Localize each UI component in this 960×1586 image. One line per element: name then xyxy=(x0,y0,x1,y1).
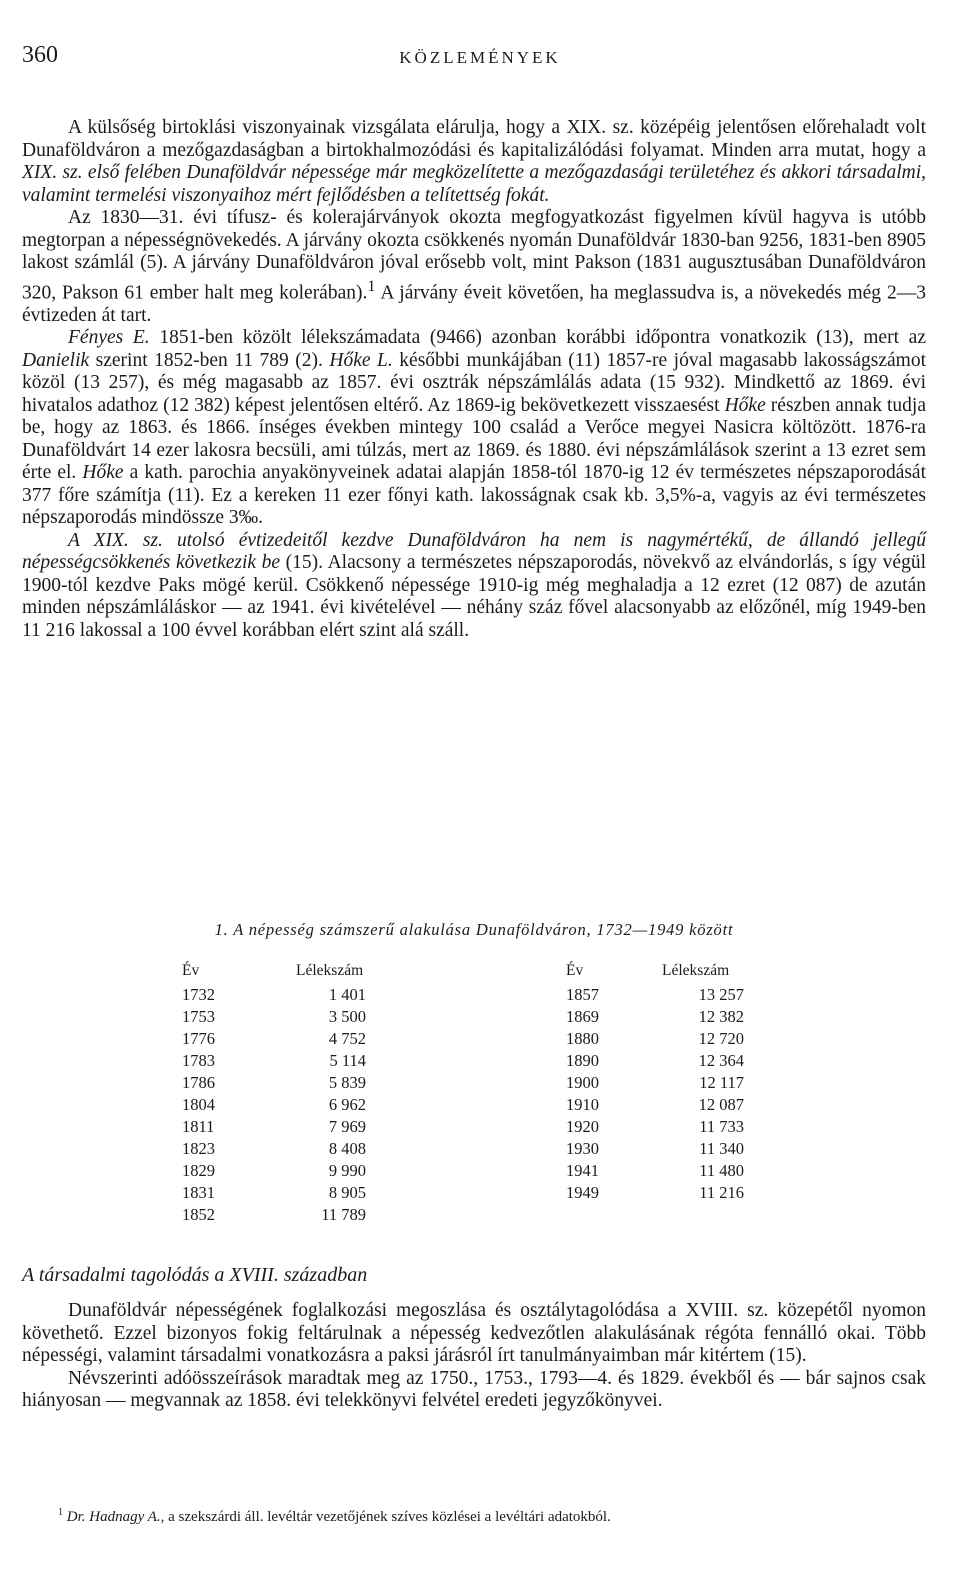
footnote-mark: 1 xyxy=(58,1507,63,1518)
left-year-column xyxy=(182,958,242,1226)
column-header-year: Év xyxy=(566,962,584,979)
paragraph-2-tail: A járvány éveit követően, ha meglassudva is, a növekedés még 2—3 évtizeden át tart. xyxy=(22,282,926,326)
table-cell-population: 1 401 xyxy=(328,985,366,1004)
table-cell-year: 1949 xyxy=(566,1183,599,1202)
table-cell-population: 4 752 xyxy=(328,1029,366,1048)
author-hoke-2: Hőke xyxy=(724,394,766,416)
table-cell-year: 1941 xyxy=(566,1161,599,1180)
table-cell-population: 12 087 xyxy=(698,1095,744,1114)
table-cell-population: 5 114 xyxy=(329,1051,366,1070)
table-cell-population: 12 720 xyxy=(698,1029,744,1048)
paragraph-4-italic: A XIX. sz. utolsó évtizedeitől kezdve Dunaföldváron ha nem is nagymértékű, de állandó jellegű népességcsökkenés következik be xyxy=(22,529,926,573)
paragraph-4 xyxy=(22,530,926,643)
paragraph-1-italic: XIX. sz. első felében Dunaföldvár népessége már megközelítette a mezőgazdasági területéhez és akkori társadalmi, valamint termelési viszonyaihoz mért fejlődésben a telítettség fokát. xyxy=(22,162,926,206)
table-cell-year: 1811 xyxy=(182,1117,215,1136)
table-cell-population: 12 117 xyxy=(699,1073,744,1092)
footnote-text: , a szekszárdi áll. levéltár vezetőjének szíves közlései a levéltári adatokból. xyxy=(160,1509,611,1525)
page-header xyxy=(22,42,938,78)
page-number: 360 xyxy=(22,42,58,68)
table-cell-population: 8 905 xyxy=(328,1183,366,1202)
table-cell-year: 1776 xyxy=(182,1029,215,1048)
right-year-column xyxy=(566,958,626,1204)
table-cell-year: 1900 xyxy=(566,1073,599,1092)
table-cell-population: 8 408 xyxy=(328,1139,366,1158)
main-text xyxy=(22,117,926,642)
table-cell-population: 9 990 xyxy=(328,1161,366,1180)
section-paragraph-1: Dunaföldvár népességének foglalkozási megoszlása és osztálytagolódása a XVIII. sz. közepétől nyomon követhető. Ezzel bizonyos fokig feltárulnak a népesség kedvezőtlen alakulásának régóta fennálló okai. Több népességi, valamint társadalmi vonatkozásra a paksi járásról írt tanulmányaimban már kitértem (15). xyxy=(22,1300,926,1366)
table-cell-population: 5 839 xyxy=(328,1073,366,1092)
footnote-author: Dr. Hadnagy A. xyxy=(66,1509,161,1525)
section-text xyxy=(22,1300,926,1413)
author-hoke-3: Hőke xyxy=(82,462,124,483)
table-cell-year: 1869 xyxy=(566,1007,599,1026)
table-cell-year: 1880 xyxy=(566,1029,599,1048)
table-cell-population: 11 733 xyxy=(699,1117,744,1136)
section-heading: A társadalmi tagolódás a XVIII. században xyxy=(22,1264,368,1286)
paragraph-3-text-b: 1851-ben közölt lélekszámadata (9466) azonban korábbi időpontra vonatkozik (13), mert az xyxy=(149,327,926,348)
table-cell-year: 1857 xyxy=(566,985,599,1004)
section-paragraph-2: Névszerinti adóösszeírások maradtak meg az 1750., 1753., 1793—4. és 1829. évekből és — bár sajnos csak hiányosan — megvannak az 1858. évi telekkönyvi felvétel eredeti jegyzőkönyvei. xyxy=(22,1367,926,1411)
table-cell-year: 1852 xyxy=(182,1205,215,1224)
author-fenyes: Fényes E. xyxy=(68,327,150,348)
table-cell-population: 13 257 xyxy=(698,985,744,1004)
paragraph-1 xyxy=(22,117,926,207)
left-pop-column xyxy=(280,958,390,1226)
table-cell-year: 1804 xyxy=(182,1095,215,1114)
paragraph-1-text: A külsőség birtoklási viszonyainak vizsgálata elárulja, hogy a XIX. sz. középéig jelentősen előrehaladt volt Dunaföldváron a mezőgazdaságban a birtokhalmozódási és kapitalizálódási folyamat. Minden arra mutat, hogy a xyxy=(22,117,926,161)
table-cell-year: 1930 xyxy=(566,1139,599,1158)
table-cell-year: 1920 xyxy=(566,1117,599,1136)
table-cell-year: 1890 xyxy=(566,1051,599,1070)
table-cell-year: 1829 xyxy=(182,1161,215,1180)
column-header-population: Lélekszám xyxy=(662,962,730,979)
table-cell-population: 7 969 xyxy=(328,1117,366,1136)
paragraph-3-text-f: későbbi munkájában (11) 1857-re jóval magasabb lakosságszámot közöl (13 257), és még magasabb az 1857. évi osztrák népszámlálás adata (15 932). Mindkettő az 1869. évi hivatalos adathoz (12 382) képest jelentősen eltérő. Az 1869-ig bekövetkezett visszaesést xyxy=(22,349,927,416)
column-header-year: Év xyxy=(182,962,200,979)
table-cell-year: 1786 xyxy=(182,1073,215,1092)
running-head: KÖZLEMÉNYEK xyxy=(399,48,561,67)
paragraph-2 xyxy=(22,207,926,327)
table-cell-population: 3 500 xyxy=(328,1007,366,1026)
table-cell-year: 1783 xyxy=(182,1051,215,1070)
paragraph-3 xyxy=(22,327,926,530)
table-cell-population: 12 382 xyxy=(698,1007,744,1026)
table-cell-population: 11 789 xyxy=(321,1205,366,1224)
table-cell-year: 1910 xyxy=(566,1095,599,1114)
paragraph-4-text: (15). Alacsony a természetes népszaporodás, növekvő az elvándorlás, s így végül 1900-tól kezdve Paks mögé kerül. Csökkenő népessége 1910-ig még meghaladja a 12 ezret (12 087) de azután minden népszámláláskor — az 1941. évi kivételével — néhány száz fővel alacsonyabb az előzőnél, míg 1949-ben 11 216 lakossal a 100 évvel korábban elért szint alá száll. xyxy=(22,552,926,641)
table-cell-year: 1831 xyxy=(182,1183,215,1202)
right-pop-column xyxy=(658,958,768,1204)
table-cell-population: 11 216 xyxy=(699,1183,744,1202)
author-hoke: Hőke L. xyxy=(329,349,393,371)
footnote xyxy=(22,1502,922,1528)
paragraph-3-text-d: szerint 1852-ben 11 789 (2). xyxy=(89,349,330,371)
paragraph-3-text-h: részben annak tudja be, hogy az 1863. és 1866. ínséges években mintegy 100 család a Verőce megyei Nasicra költözött. 1876-ra Dunaföldvárt 14 ezer lakosra becsüli, ami túlzás, mert az 1869. és 1880. évi népszámlálások szerint a 13 ezret sem érte el. xyxy=(22,394,926,483)
table-cell-year: 1823 xyxy=(182,1139,215,1158)
paragraph-3-text-j: a kath. parochia anyakönyveinek adatai alapján 1858-tól 1870-ig 12 év természetes népszaporodását 377 főre számítja (11). Ez a kereken 11 ezer főnyi kath. lakosságnak csak kb. 3,5%-a, vagyis az évi természetes népszaporodás mindössze 3‰. xyxy=(22,462,927,528)
table-cell-population: 11 340 xyxy=(699,1139,744,1158)
column-header-population: Lélekszám xyxy=(296,962,364,979)
table-cell-year: 1732 xyxy=(182,985,215,1004)
table-cell-population: 6 962 xyxy=(328,1095,366,1114)
table-caption: 1. A népesség számszerű alakulása Dunaföldváron, 1732—1949 között xyxy=(214,920,734,939)
table-cell-population: 12 364 xyxy=(698,1051,744,1070)
table-cell-population: 11 480 xyxy=(699,1161,744,1180)
author-danielik: Danielik xyxy=(22,349,90,371)
paragraph-2-text: Az 1830—31. évi tífusz- és kolerajárványok okozta megfogyatkozást figyelmen kívül hagyva is utóbb megtorpan a népességnövekedés. A járvány okozta csökkenés nyomán Dunaföldvár 1830-ban 9256, 1831-ben 8905 lakost számlál (5). A járvány Dunaföldváron jóval erősebb volt, mint Pakson (1831 augusztusában Dunaföldváron 320, Pakson 61 ember halt meg kolerában). xyxy=(22,207,926,303)
table-cell-year: 1753 xyxy=(182,1007,215,1026)
footnote-ref: 1 xyxy=(367,276,376,295)
